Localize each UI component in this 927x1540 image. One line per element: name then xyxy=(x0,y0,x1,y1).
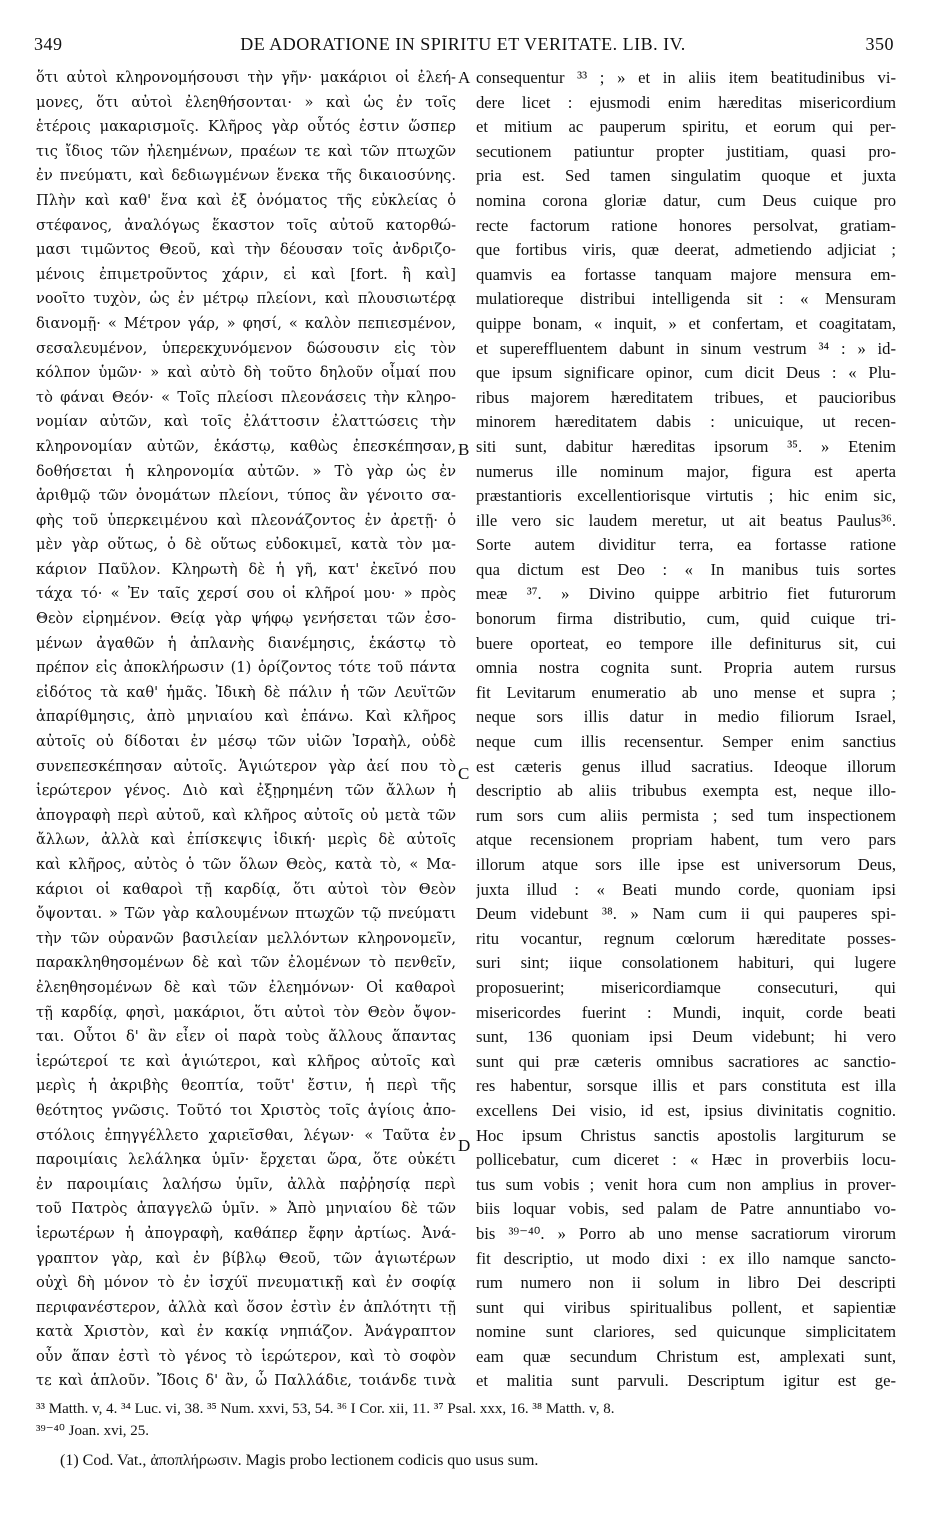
latin-text-line: que ipsum significare opinor, cum dicit Deus : « Plu- xyxy=(476,363,896,383)
greek-text-line: καὶ κλῆρος, αὐτὸς ὁ τῶν ὅλων Θεὸς, κατὰ τὸ, « Μα- xyxy=(36,856,456,873)
latin-text-line: nomina corona gloriæ datur, cum Deus cuique pro xyxy=(476,190,896,210)
latin-text-line: quamvis ea fortasse tanquam majore mensura em- xyxy=(476,264,896,284)
greek-text-line: πρέπον εἰς ἀποκλήρωσιν (1) ὁρίζοντος τότε τοῦ πάντα xyxy=(36,659,456,677)
greek-column xyxy=(36,66,456,1396)
greek-text-line: κάριον Παῦλον. Κληρωτὴ δὲ ἡ γῆ, κατ' ἐκεῖνό που xyxy=(36,560,456,578)
latin-text-line: est cæteris genus illud sacratius. Ideoque illorum xyxy=(476,756,896,776)
greek-text-line: οὐχὶ δὴ μόνον τὸ ἐν ἰσχύϊ πνευματικῇ καὶ ἐν σοφίᾳ xyxy=(36,1274,456,1292)
greek-text-line: περιφανέστερον, ἀλλὰ καὶ ὅσον ἐστὶν ἐν ἁπλότητι τῇ xyxy=(36,1298,456,1316)
latin-text-line: buere oporteat, eo tempore ille definiturus sit, cui xyxy=(476,633,896,653)
latin-text-line xyxy=(476,1394,896,1396)
greek-text-line: ἀριθμῷ τῶν ὀνομάτων πλείονι, τύπος ἂν γένοιτο σα- xyxy=(36,487,456,505)
latin-text-line: dere licet : ejusmodi enim hæreditas misericordium xyxy=(476,92,896,112)
greek-text-line: τὸ φάναι Θεόν· « Τοῖς πλείοσι πλεονάσεις τὴν κληρο- xyxy=(36,388,456,406)
latin-text-line: neque cum illis recensentur. Semper enim sanctius xyxy=(476,732,896,752)
greek-text-line: τοῦ Πατρὸς ἀπαγγελῶ ὑμῖν. » Ἀπὸ μηνιαίου δὲ τῶν xyxy=(36,1200,456,1218)
greek-text-line: τις ἴδιος τῶν ἠλεημένων, πραέων τε καὶ τῶν πτωχῶν xyxy=(36,142,456,160)
latin-text-line: qua dictum est Deo : « In manibus tuis sortes xyxy=(476,559,896,579)
greek-text-line: ἀπογραφὴ περὶ αὐτοῦ, καὶ κλῆρος αὐτοῖς οὐ μετὰ τῶν xyxy=(36,806,456,824)
latin-text-line: præstantioris excellentiorisque virtutis ; hic enim sic, xyxy=(476,486,896,506)
greek-text-line: διανομῇ· « Μέτρον γάρ, » φησί, « καλὸν πεπιεσμένον, xyxy=(36,314,456,332)
latin-text-line: quippe bonam, « inquit, » et confertam, et coagitatam, xyxy=(476,313,896,333)
latin-text-line: atque recensionem propriam habent, tum vero pars xyxy=(476,830,896,850)
greek-text-line: ἄλλων, ἀλλὰ καὶ ἐπίσκεψις ἰδική· μερὶς δὲ αὐτοῖς xyxy=(36,831,456,849)
latin-text-line: sunt, 136 quoniam ipsi Deum videbunt; hi vero xyxy=(476,1027,896,1047)
latin-text-line: tus sum vobis ; venit hora cum non amplius in prover- xyxy=(476,1174,896,1194)
greek-text-line: μένοις ἐπιμετροῦντος χάριν, εἰ καὶ [fort. ἢ καὶ] xyxy=(36,265,456,283)
greek-text-line: Πλὴν καὶ καθ' ἕνα καὶ ἐξ ὀνόματος τῆς εὐκλείας ὁ xyxy=(36,191,456,209)
greek-text-line: ται. Οὗτοι δ' ἂν εἶεν οἱ παρὰ τοὺς ἄλλους ἅπαντας xyxy=(36,1028,456,1046)
greek-text-line: στόλοις ἐπηγγέλλετο χαριεῖσθαι, λέγων· « Ταῦτα ἐν xyxy=(36,1126,456,1144)
latin-text-line: excellens Dei visio, id est, ipsius divinitatis cognitio. xyxy=(476,1100,896,1120)
latin-text-line: secutionem patiuntur propter justitiam, quasi pro- xyxy=(476,141,896,161)
latin-text-line: pria est. Sed tamen singulatim quoque et juxta xyxy=(476,166,896,186)
greek-text-line: παρακληθησομένων δὲ καὶ τῶν ἐλομένων τὸ πενθεῖν, xyxy=(36,954,456,972)
page-number-right: 350 xyxy=(865,34,894,54)
latin-text-line: sunt qui viribus spiritualibus pollent, et sapientiæ xyxy=(476,1297,896,1317)
greek-text-line: αὐτοῖς οὐ δίδοται ἐν μέσῳ τῶν υἱῶν Ἰσραὴλ, οὐδὲ xyxy=(36,733,456,751)
latin-text-line: et supereffluentem dabunt in sinum vestrum ³⁴ : » id- xyxy=(476,338,896,358)
latin-text-line: suri sint; iique consolationem habituri, qui lugere xyxy=(476,953,896,973)
greek-text-line: μασι τιμῶντος Θεοῦ, καὶ τὴν δέουσαν τοῖς ἀνδριζο- xyxy=(36,241,456,259)
greek-text-line: μερὶς ἡ ἀκριβὴς θεοπτία, τοῦτ' ἔστιν, ἡ περὶ τῆς xyxy=(36,1077,456,1095)
latin-text-line: mulatioreque distribui intelligenda sit : « Mensuram xyxy=(476,289,896,309)
critical-note: (1) Cod. Vat., ἀποπλήρωσιν. Magis probo lectionem codicis quo usus sum. xyxy=(60,1452,539,1469)
greek-text-line: ἑτέροις μακαρισμοῖς. Κλῆρος γὰρ οὗτός ἐστιν ὥσπερ xyxy=(36,118,456,136)
margin-letter-a: A xyxy=(458,68,471,87)
greek-text-line: γραπτον γὰρ, καὶ ἐν βίβλῳ Θεοῦ, τῶν ἁγιωτέρων xyxy=(36,1249,456,1267)
latin-text-line: ille vero sic laudem meretur, ut ait beatus Paulus³⁶. xyxy=(476,510,896,530)
latin-text-line: pollicebatur, cum diceret : « Hæc in proverbiis locu- xyxy=(476,1150,896,1170)
footnote-line: ³³ Matth. v, 4. ³⁴ Luc. vi, 38. ³⁵ Num. xxvi, 53, 54. ³⁶ I Cor. xii, 11. ³⁷ Psal. xxx, 16. ³⁸ Matth. v, 8. xyxy=(36,1401,615,1417)
latin-text-line: proposuerint; misericordiamque consecuturi, qui xyxy=(476,977,896,997)
latin-text-line: bonorum firma distributio, cum, quid cuique tri- xyxy=(476,609,896,629)
greek-text-line: ὄψονται. » Τῶν γὰρ καλουμένων πτωχῶν τῷ πνεύματι xyxy=(36,905,456,923)
greek-text-line: μένων ἀγαθῶν ἡ ἀπλανὴς διανέμησις, ἑκάστῳ τὸ xyxy=(36,634,456,652)
latin-text-line: bis ³⁹⁻⁴⁰. » Porro ab uno mense sacratiorum virorum xyxy=(476,1223,896,1243)
greek-text-line: ὅτι αὐτοὶ κληρονομήσουσι τὴν γῆν· μακάριοι οἱ ἐλεή- xyxy=(36,69,456,86)
greek-text-line xyxy=(36,1394,456,1396)
greek-text-line: νομίαν αὐτῶν, καὶ τοῖς ἐλάττοσιν ἐλαττώσεις τὴν xyxy=(36,413,456,431)
latin-text-line: et mitium ac pauperum spiritu, et eorum qui per- xyxy=(476,117,896,137)
greek-text-line: τε καὶ ἁπλοῦν. Ἴδοις δ' ἂν, ὦ Παλλάδιε, τοιάνδε τινὰ xyxy=(36,1372,456,1390)
latin-text-line: siti sunt, dabitur hæreditas ipsorum ³⁵. » Etenim xyxy=(476,436,896,456)
running-title: DE ADORATIONE IN SPIRITU ET VERITATE. LIB. IV. xyxy=(240,34,686,54)
latin-text-line: consequentur ³³ ; » et in aliis item beatitudinibus vi- xyxy=(476,68,896,87)
greek-text-line: ἱερώτερον γένος. Διὸ καὶ ἐξῃρημένη τῶν ἄλλων ἡ xyxy=(36,782,456,800)
greek-text-line: κληρονομίαν αὐτῶν, ἑκάστῳ, καθὼς ἐπεσκέπησαν, xyxy=(36,437,456,455)
greek-text-line: εἰδότος τὰ καθ' ἡμᾶς. Ἰδικὴ δὲ πάλιν ἡ τῶν Λευϊτῶν xyxy=(36,683,456,701)
margin-letter-c: C xyxy=(458,764,470,783)
latin-text-line: juxta illud : « Beati mundo corde, quoniam ipsi xyxy=(476,879,896,899)
greek-text-line: οὖν ἅπαν ἐστὶ τὸ γένος τὸ ἱερώτερον, καὶ τὸ σοφὸν xyxy=(36,1347,456,1365)
greek-text-line: ἀπαρίθμησις, ἀπὸ μηνιαίου καὶ ἐπάνω. Καὶ κλῆρος xyxy=(36,708,456,726)
greek-text-line: δοθήσεται ἡ κληρονομία αὐτῶν. » Τὸ γὰρ ὡς ἐν xyxy=(36,462,456,480)
latin-text-line: sunt qui præ cæteris omnibus sacratiores ac sanctio- xyxy=(476,1051,896,1071)
greek-text-line: κατὰ Χριστὸν, καὶ ἐν κακίᾳ νηπιάζον. Ἀνάγραπτον xyxy=(36,1323,456,1341)
greek-text-line: παροιμίαις λελάληκα ὑμῖν· ἔρχεται ὥρα, ὅτε οὐκέτι xyxy=(36,1151,456,1169)
margin-letter-d: D xyxy=(458,1136,471,1155)
greek-text-line: στέφανος, ἀναλόγως ἕκαστον τοῖς αὐτοῦ κατορθώ- xyxy=(36,216,456,234)
latin-text-line: numerus ille nominum major, figura est aperta xyxy=(476,461,896,481)
latin-text-line: rum numero non ii solum in libro Dei descripti xyxy=(476,1273,896,1293)
greek-text-line: τὴν τῶν οὐρανῶν βασιλείαν μελλόντων κληρονομεῖν, xyxy=(36,929,456,947)
latin-text-line: misericordes fuerint : Mundi, inquit, corde beati xyxy=(476,1002,896,1022)
greek-text-line: σεσαλευμένον, ὑπερεκχυνόμενον δώσουσιν εἰς τὸν xyxy=(36,339,456,357)
greek-text-line: μονες, ὅτι αὐτοὶ ἐλεηθήσονται· » καὶ ὡς ἐν τοῖς xyxy=(36,93,456,111)
latin-text-line: meæ ³⁷. » Divino quippe arbitrio fiet futurorum xyxy=(476,584,896,604)
latin-text-line: que fortibus viris, quæ deerat, admetiendo adjiciat ; xyxy=(476,240,896,260)
latin-text-line: nomine sunt clariores, sed quicunque simplicitatem xyxy=(476,1322,896,1342)
latin-text-line: ribus majorem hæreditatem tribues, et paucioribus xyxy=(476,387,896,407)
latin-text-line: biis loquar vobis, sed palam de Patre annuntiabo vo- xyxy=(476,1199,896,1219)
latin-text-line: et malitia sunt parvuli. Descriptum igitur est ge- xyxy=(476,1371,896,1391)
latin-text-line: rum sors cum aliis permista ; sed tum inspectionem xyxy=(476,805,896,825)
greek-text-line: τῇ καρδίᾳ, φησὶ, μακάριοι, ὅτι αὐτοὶ τὸν Θεὸν ὄψον- xyxy=(36,1003,456,1021)
greek-text-line: μὲν γὰρ οὕτως, ὁ δὲ οὕτως εὐδοκιμεῖ, κατὰ τὸν μα- xyxy=(36,536,456,554)
margin-letter-b: B xyxy=(458,440,470,459)
greek-text-line: ἐν παροιμίαις λαλήσω ὑμῖν, ἀλλὰ παῤῥησίᾳ περὶ xyxy=(36,1175,456,1193)
footnote-line: ³⁹⁻⁴⁰ Joan. xvi, 25. xyxy=(36,1423,150,1439)
greek-text-line: συνεπεσκέπησαν αὐτοῖς. Ἁγιώτερον γὰρ ἀεί που τὸ xyxy=(36,757,456,775)
running-head xyxy=(28,34,898,60)
latin-text-line: Hoc ipsum Christus sanctis apostolis largiturum se xyxy=(476,1125,896,1145)
latin-text-line: eam quæ secundum Christum est, amplexati sunt, xyxy=(476,1346,896,1366)
latin-text-line: ritu vocantur, regnum cœlorum hæreditate posses- xyxy=(476,928,896,948)
greek-text-line: κόλπον ὑμῶν· » καὶ αὐτὸ δὴ τοῦτο δηλοῦν οἶμαί που xyxy=(36,364,456,382)
latin-text-line: omnia nostra cognita sunt. Propria autem rursus xyxy=(476,658,896,678)
latin-text-line: res habentur, sorsque illis et pars constituta est illa xyxy=(476,1076,896,1096)
latin-text-line: Sorte autem dividitur terra, ea fortasse ratione xyxy=(476,535,896,555)
greek-text-line: ἱερώτεροί τε καὶ ἁγιώτεροι, καὶ κλῆρος αὐτοῖς καὶ xyxy=(36,1052,456,1070)
latin-text-line: Deum videbunt ³⁸. » Nam cum ii qui pauperes spi- xyxy=(476,904,896,924)
latin-text-line: recte factorum ratione honores persolvat, gratiam- xyxy=(476,215,896,235)
greek-text-line: ἱερωτέρων ἡ ἀπογραφὴ, καθάπερ ἔφην ἀρτίως. Ἀνά- xyxy=(36,1224,456,1242)
greek-text-line: Θεὸν εἰρημένον. Θείᾳ γὰρ ψήφῳ γενήσεται τῶν ἐσο- xyxy=(36,610,456,628)
latin-text-line: minorem hæreditatem dabis : unicuique, ut recen- xyxy=(476,412,896,432)
latin-text-line: illorum atque sors ille ipse est universorum Deus, xyxy=(476,855,896,874)
page-number-left: 349 xyxy=(34,34,63,54)
latin-column xyxy=(476,66,896,1396)
greek-text-line: ἐλεηθησομένων δὲ καὶ τῶν ἐλεημόνων· Οἱ καθαροὶ xyxy=(36,978,456,996)
greek-text-line: φὴς τοῦ ὑπερκειμένου καὶ πλεονάζοντος ἐν ἀρετῇ· ὁ xyxy=(36,511,456,529)
latin-text-line: fit Levitarum enumeratio ab uno mense et supra ; xyxy=(476,682,896,702)
greek-text-line: τάχα τό· « Ἐν ταῖς χερσί σου οἱ κλῆροί μου· » πρὸς xyxy=(36,585,456,603)
latin-text-line: fit descriptio, ut modo dixi : ex illo namque sancto- xyxy=(476,1248,896,1268)
greek-text-line: ἐν πνεύματι, καὶ δεδιωγμένων ἕνεκα τῆς δικαιοσύνης. xyxy=(36,167,456,185)
greek-text-line: νοοῖτο τυχὸν, ὡς ἐν μέτρῳ πλείονι, καὶ πλουσιωτέρᾳ xyxy=(36,290,456,308)
greek-text-line: κάριοι οἱ καθαροὶ τῇ καρδίᾳ, ὅτι αὐτοὶ τὸν Θεὸν xyxy=(36,880,456,898)
latin-text-line: neque sors illis datur in medio filiorum Israel, xyxy=(476,707,896,727)
greek-text-line: θεότητος γνῶσις. Τοῦτό τοι Χριστὸς τοῖς ἁγίοις ἀπο- xyxy=(36,1101,456,1119)
latin-text-line: descriptio ab aliis tribubus exempta est, neque illo- xyxy=(476,781,896,801)
footnotes xyxy=(36,1398,896,1442)
